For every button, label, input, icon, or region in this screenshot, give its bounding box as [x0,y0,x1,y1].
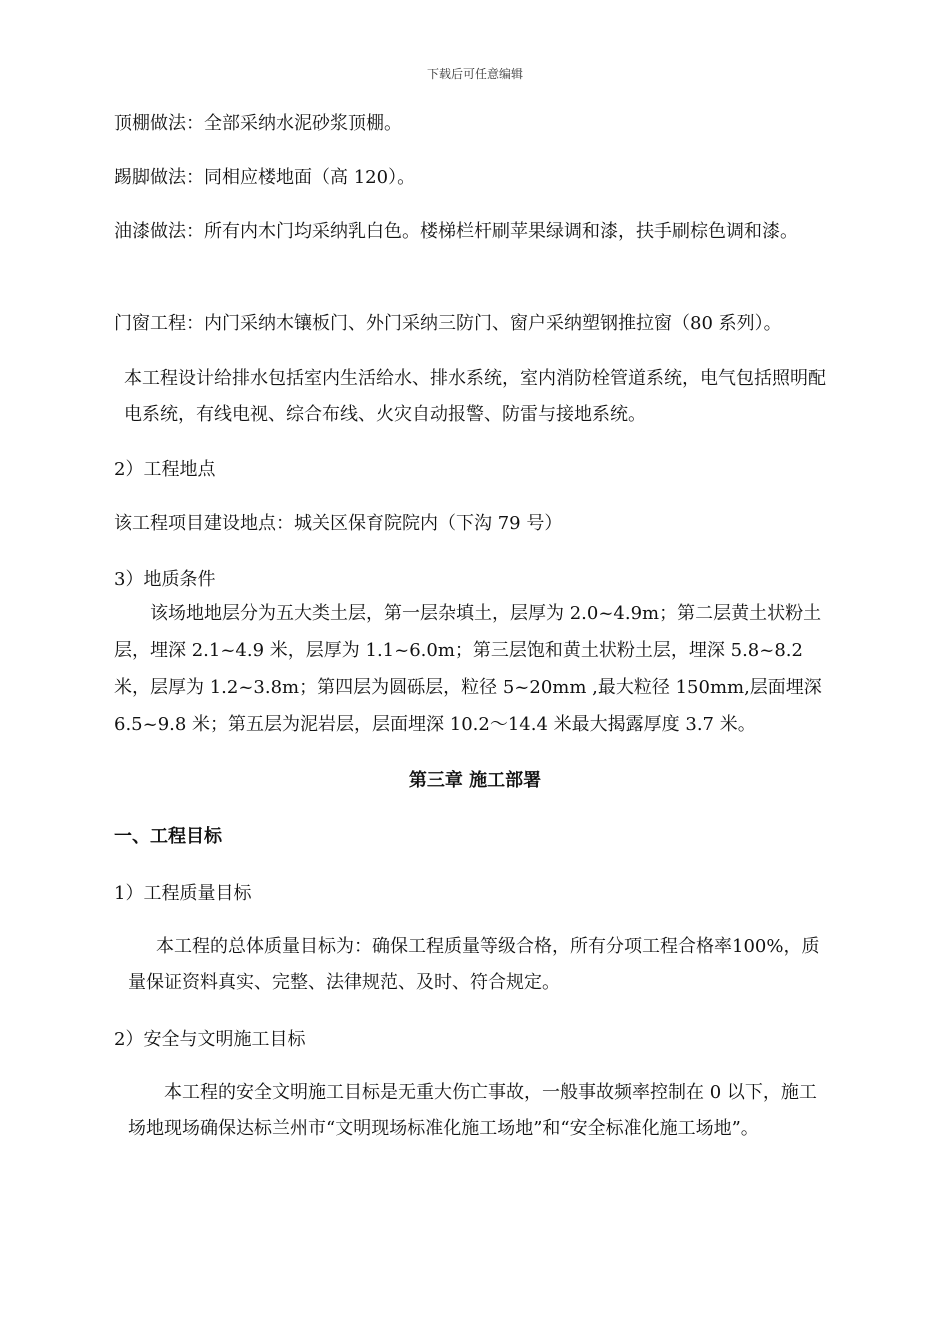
heading-geology: 3）地质条件 [114,569,216,590]
heading-safety: 2）安全与文明施工目标 [114,1029,306,1050]
paragraph-skirting: 踢脚做法：同相应楼地面（高 120）。 [114,167,416,188]
paragraph-systems [114,361,829,433]
chapter-title: 第三章 施工部署 [408,770,542,791]
paragraph-ceiling: 顶棚做法：全部采纳水泥砂浆顶棚。 [114,113,402,134]
section-title: 一、工程目标 [114,826,222,847]
paragraph-geology: 该场地地层分为五大类土层，第一层杂填土，层厚为 2.0~4.9m；第二层黄土状粉土层，埋深 2.1~4.9 米，层厚为 1.1~6.0m；第三层饱和黄土状粉土层，埋深 5.8~8.2 米，层厚为 1.2~3.8m；第四层为圆砾层，粒径 5~20mm ,最大粒径 150mm,层面埋深 6.5~9.8 米；第五层为泥岩层，层面埋深 10.2～14.4 米最大揭露厚度 3.7 米。 [114,603,822,735]
heading-location: 2）工程地点 [114,459,216,480]
systems-text: 本工程设计给排水包括室内生活给水、排水系统，室内消防栓管道系统，电气包括照明配电系统，有线电视、综合布线、火灾自动报警、防雷与接地系统。 [124,368,826,425]
paragraph-paint: 油漆做法：所有内木门均采纳乳白色。楼梯栏杆刷苹果绿调和漆，扶手刷棕色调和漆。 [114,221,798,242]
paragraph-safety: 本工程的安全文明施工目标是无重大伤亡事故，一般事故频率控制在 0 以下，施工场地现场确保达标兰州市“文明现场标准化施工场地”和“安全标准化施工场地”。 [128,1082,817,1139]
page-header: 下载后可任意编辑 [426,67,523,81]
paragraph-doors-windows: 门窗工程：内门采纳木镶板门、外门采纳三防门、窗户采纳塑钢推拉窗（80 系列）。 [114,313,782,334]
heading-quality: 1）工程质量目标 [114,883,252,904]
paragraph-quality: 本工程的总体质量目标为：确保工程质量等级合格，所有分项工程合格率100%，质量保证资料真实、完整、法律规范、及时、符合规定。 [128,936,820,993]
paragraph-location: 该工程项目建设地点：城关区保育院院内（下沟 79 号） [114,513,563,534]
